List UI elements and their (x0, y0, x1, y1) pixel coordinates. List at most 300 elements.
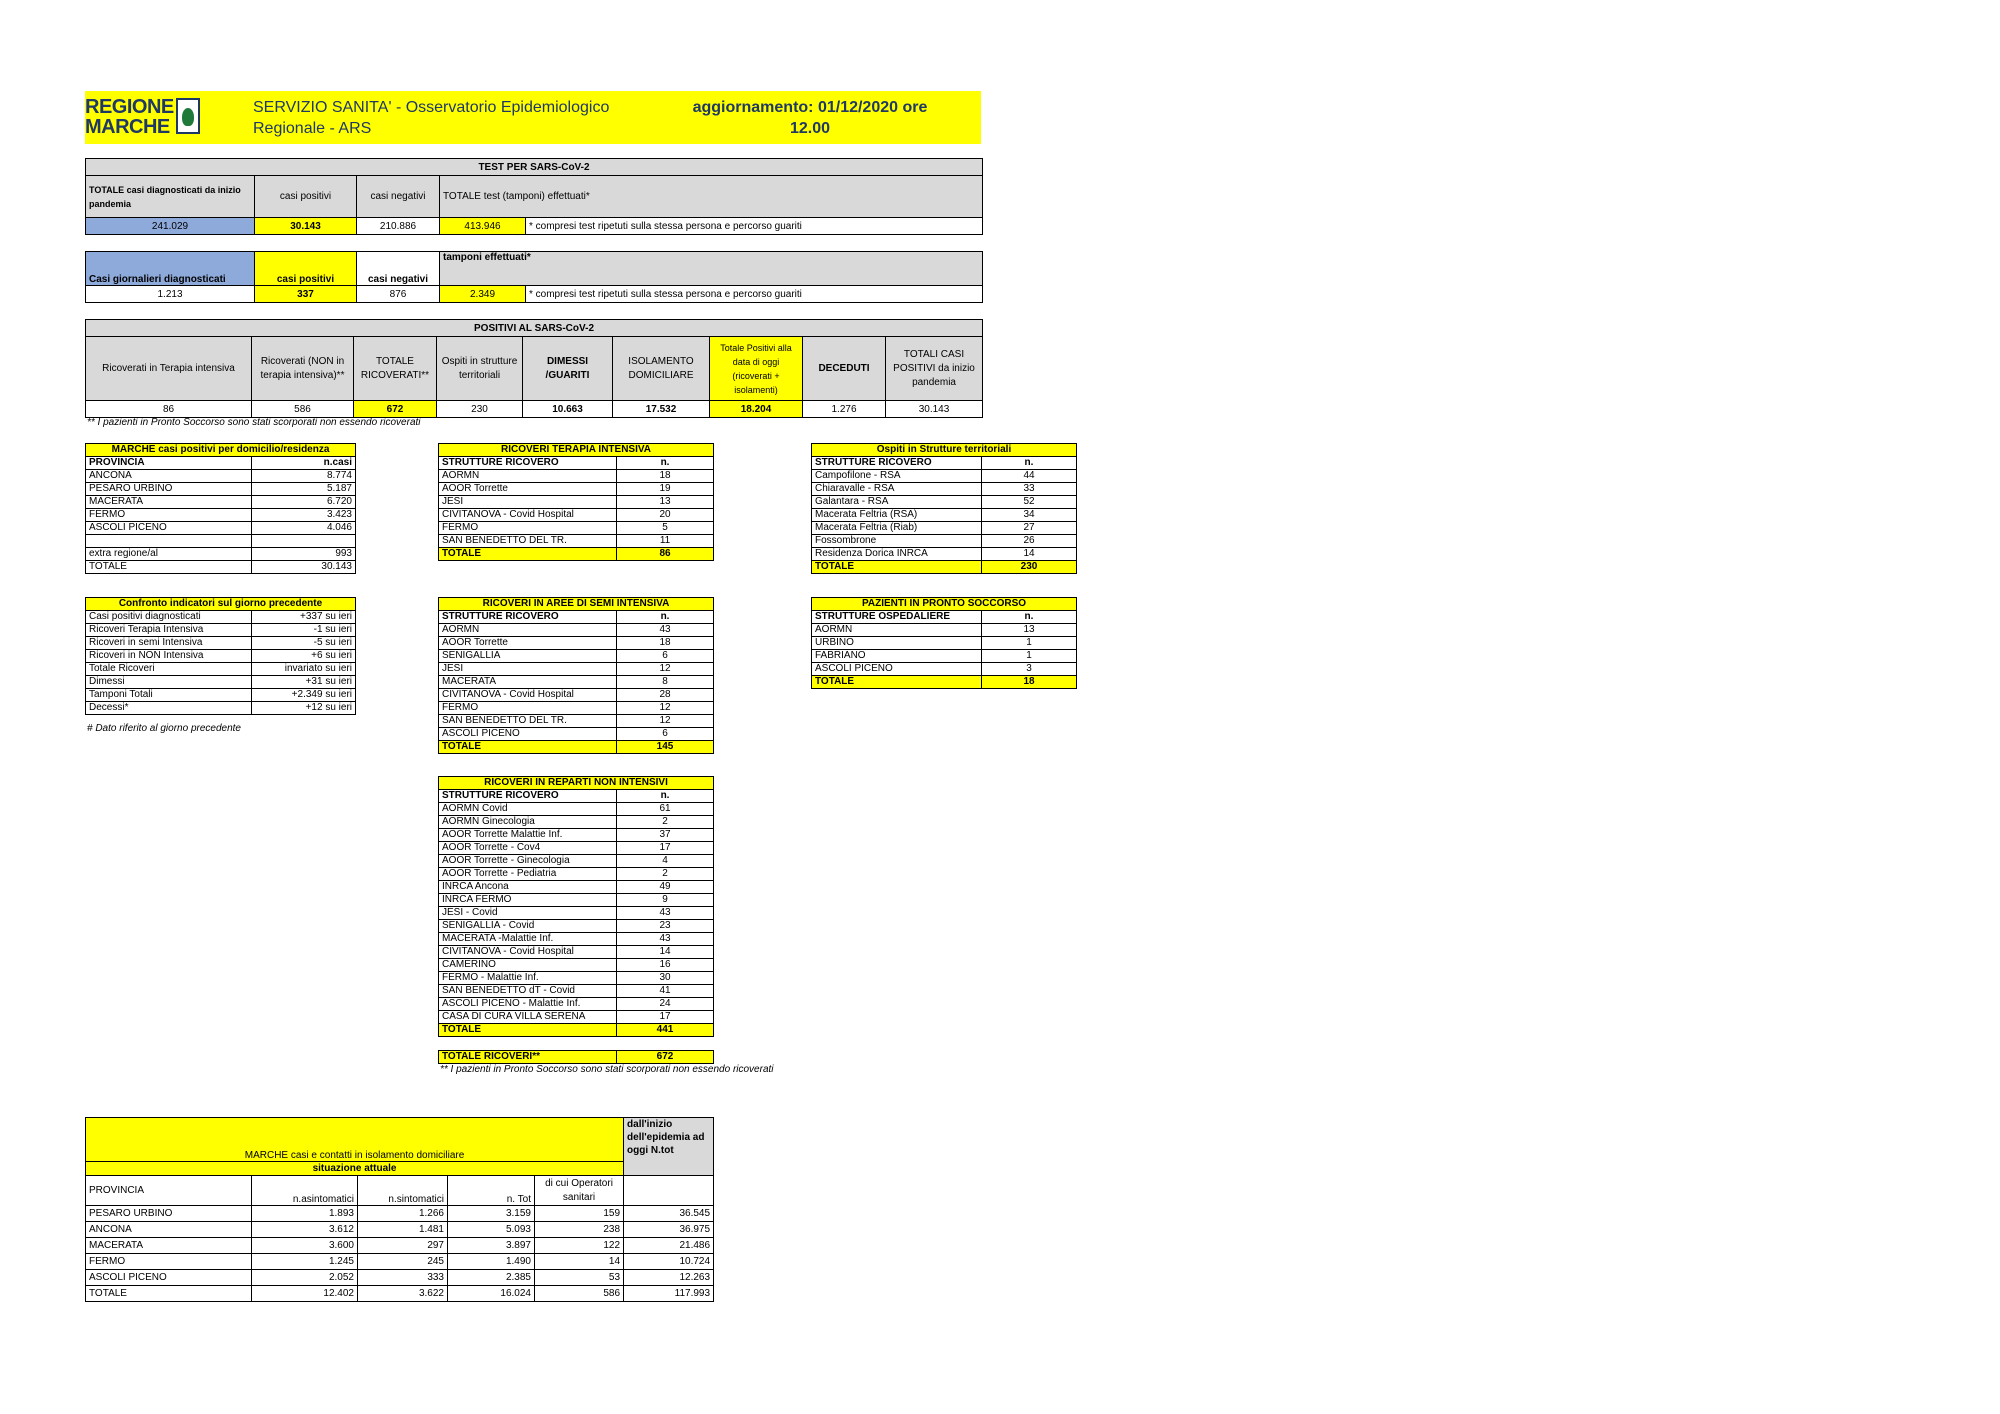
confronto-row-value: +31 su ieri (252, 676, 356, 689)
isolamento-cell: 297 (358, 1238, 448, 1254)
isolamento-cell: 3.600 (252, 1238, 358, 1254)
nonint-row (439, 907, 714, 920)
semi-row-label: AOOR Torrette (439, 637, 617, 650)
h-casi-giornalieri: Casi giornalieri diagnosticati (86, 252, 255, 286)
isolamento-subtitle: situazione attuale (86, 1162, 624, 1176)
strutture-territoriali-table (811, 443, 1077, 574)
semi-row (439, 689, 714, 702)
terr-row (812, 548, 1077, 561)
isolamento-domiciliare-table (85, 1117, 714, 1302)
isolamento-cell: 117.993 (624, 1286, 714, 1302)
confronto-row-label: Ricoveri in NON Intensiva (86, 650, 252, 663)
nonint-row (439, 985, 714, 998)
service-line2: Regionale - ARS (253, 120, 372, 137)
nonint-row-value: 43 (617, 933, 714, 946)
v-daily-positivi: 337 (255, 286, 357, 303)
domicilio-row-label (86, 535, 252, 548)
confronto-row-value: +12 su ieri (252, 702, 356, 715)
v-totale-casi: 241.029 (86, 218, 255, 235)
terr-row-value: 34 (982, 509, 1077, 522)
positivi-header-5: ISOLAMENTO DOMICILIARE (613, 337, 710, 401)
confronto-title: Confronto indicatori sul giorno precedente (86, 598, 356, 611)
semi-row (439, 676, 714, 689)
positivi-value-1: 586 (252, 401, 354, 418)
ps-row-label: URBINO (812, 637, 982, 650)
nonint-row-value: 43 (617, 907, 714, 920)
h-daily-negativi: casi negativi (357, 252, 440, 286)
nonint-row-value: 17 (617, 1011, 714, 1024)
isolamento-row (86, 1206, 714, 1222)
totale-ricoveri-label: TOTALE RICOVERI** (439, 1051, 617, 1064)
confronto-table (85, 597, 356, 715)
confronto-row (86, 663, 356, 676)
domicilio-row-label: ASCOLI PICENO (86, 522, 252, 535)
semi-intensiva-table (438, 597, 714, 754)
confronto-row (86, 637, 356, 650)
domicilio-row (86, 509, 356, 522)
isolamento-cell: 159 (535, 1206, 624, 1222)
h-totale-casi: TOTALE casi diagnosticati da inizio pandemia (86, 176, 255, 218)
confronto-row-label: Tamponi Totali (86, 689, 252, 702)
confronto-row-label: Dimessi (86, 676, 252, 689)
ti-row (439, 522, 714, 535)
isolamento-cell: 238 (535, 1222, 624, 1238)
confronto-row (86, 676, 356, 689)
isolamento-cell: 1.490 (448, 1254, 535, 1270)
isolamento-title: MARCHE casi e contatti in isolamento domiciliare (86, 1118, 624, 1162)
nonint-row-value: 14 (617, 946, 714, 959)
h-casi-negativi: casi negativi (357, 176, 440, 218)
ti-row (439, 483, 714, 496)
nonint-row-value: 2 (617, 868, 714, 881)
semi-row-label: FERMO (439, 702, 617, 715)
isolamento-cell: 3.622 (358, 1286, 448, 1302)
isolamento-row (86, 1286, 714, 1302)
nonint-h-n: n. (617, 790, 714, 803)
ps-title: PAZIENTI IN PRONTO SOCCORSO (812, 598, 1077, 611)
nonint-row-label: AOOR Torrette - Ginecologia (439, 855, 617, 868)
semi-h-str: STRUTTURE RICOVERO (439, 611, 617, 624)
domicilio-row-value: 4.046 (252, 522, 356, 535)
semi-row-label: ASCOLI PICENO (439, 728, 617, 741)
confronto-row-label: Decessi* (86, 702, 252, 715)
domicilio-row-value: 3.423 (252, 509, 356, 522)
nonint-row-label: SAN BENEDETTO dT - Covid (439, 985, 617, 998)
ti-row-label: AORMN (439, 470, 617, 483)
nonint-total-label: TOTALE (439, 1024, 617, 1037)
iso-h-prov: PROVINCIA (86, 1176, 252, 1206)
isolamento-cell: 245 (358, 1254, 448, 1270)
isolamento-cell: 53 (535, 1270, 624, 1286)
isolamento-cell: 36.545 (624, 1206, 714, 1222)
confronto-row-value: invariato su ieri (252, 663, 356, 676)
terr-title: Ospiti in Strutture territoriali (812, 444, 1077, 457)
semi-row-label: SAN BENEDETTO DEL TR. (439, 715, 617, 728)
isolamento-cell: 21.486 (624, 1238, 714, 1254)
domicilio-total-value: 30.143 (252, 561, 356, 574)
ti-row-value: 13 (617, 496, 714, 509)
isolamento-cell: TOTALE (86, 1286, 252, 1302)
domicilio-row-label: FERMO (86, 509, 252, 522)
nonint-row-value: 23 (617, 920, 714, 933)
domicilio-row-value (252, 535, 356, 548)
terr-row-value: 44 (982, 470, 1077, 483)
semi-row (439, 702, 714, 715)
confronto-row-value: +337 su ieri (252, 611, 356, 624)
isolamento-cell: 3.612 (252, 1222, 358, 1238)
logo-line2: MARCHE (85, 116, 170, 138)
nonint-row (439, 894, 714, 907)
ti-row-label: FERMO (439, 522, 617, 535)
confronto-row-value: +6 su ieri (252, 650, 356, 663)
nonint-row-label: ASCOLI PICENO - Malattie Inf. (439, 998, 617, 1011)
nonint-row (439, 933, 714, 946)
isolamento-cell: 36.975 (624, 1222, 714, 1238)
domicilio-h-prov: PROVINCIA (86, 457, 252, 470)
ti-row (439, 535, 714, 548)
nonint-row (439, 868, 714, 881)
domicilio-row (86, 522, 356, 535)
isolamento-cell: ASCOLI PICENO (86, 1270, 252, 1286)
domicilio-row-label: PESARO URBINO (86, 483, 252, 496)
semi-row-label: MACERATA (439, 676, 617, 689)
confronto-row (86, 650, 356, 663)
positivi-header-2: TOTALE RICOVERATI** (354, 337, 437, 401)
semi-row-label: CIVITANOVA - Covid Hospital (439, 689, 617, 702)
service-line1: SERVIZIO SANITA' - Osservatorio Epidemiologico (253, 99, 610, 116)
service-title (253, 97, 609, 139)
isolamento-cell: 3.159 (448, 1206, 535, 1222)
daily-table-note: * compresi test ripetuti sulla stessa persona e percorso guariti (526, 286, 983, 303)
terr-row-label: Galantara - RSA (812, 496, 982, 509)
terapia-intensiva-table (438, 443, 714, 561)
h-daily-tamponi: tamponi effettuati* (440, 252, 983, 286)
ps-h-n: n. (982, 611, 1077, 624)
nonint-row-label: AORMN Ginecologia (439, 816, 617, 829)
semi-row-value: 6 (617, 728, 714, 741)
terr-row-label: Campofilone - RSA (812, 470, 982, 483)
terr-row-label: Macerata Feltria (Riab) (812, 522, 982, 535)
confronto-note: # Dato riferito al giorno precedente (87, 723, 241, 734)
update-line2: 12.00 (789, 120, 831, 137)
positivi-header-4: DIMESSI /GUARITI (523, 337, 613, 401)
regione-marche-logo (85, 94, 203, 140)
positivi-header-6: Totale Positivi alla data di oggi (ricoverati + isolamenti) (710, 337, 803, 401)
positivi-value-5: 17.532 (613, 401, 710, 418)
confronto-row (86, 689, 356, 702)
confronto-row-value: +2.349 su ieri (252, 689, 356, 702)
isolamento-row (86, 1238, 714, 1254)
confronto-row-label: Ricoveri Terapia Intensiva (86, 624, 252, 637)
ps-row-value: 1 (982, 637, 1077, 650)
domicilio-row (86, 496, 356, 509)
ps-row-value: 3 (982, 663, 1077, 676)
nonint-row-value: 4 (617, 855, 714, 868)
terr-row-value: 27 (982, 522, 1077, 535)
nonint-h-str: STRUTTURE RICOVERO (439, 790, 617, 803)
confronto-row (86, 702, 356, 715)
isolamento-cell: 1.481 (358, 1222, 448, 1238)
ti-row-value: 18 (617, 470, 714, 483)
ps-total-label: TOTALE (812, 676, 982, 689)
nonint-row (439, 959, 714, 972)
isolamento-row (86, 1254, 714, 1270)
nonint-row-value: 24 (617, 998, 714, 1011)
domicilio-row (86, 483, 356, 496)
isolamento-cell: ANCONA (86, 1222, 252, 1238)
test-sars-cov2-table (85, 158, 983, 235)
non-intensivi-table (438, 776, 714, 1037)
confronto-row-label: Totale Ricoveri (86, 663, 252, 676)
isolamento-cell: 5.093 (448, 1222, 535, 1238)
nonint-row (439, 998, 714, 1011)
ps-row (812, 650, 1077, 663)
terr-h-n: n. (982, 457, 1077, 470)
ti-row-label: JESI (439, 496, 617, 509)
semi-row-value: 28 (617, 689, 714, 702)
domicilio-total-label: TOTALE (86, 561, 252, 574)
domicilio-row-value: 993 (252, 548, 356, 561)
ps-row (812, 624, 1077, 637)
nonint-row (439, 842, 714, 855)
confronto-row-value: -1 su ieri (252, 624, 356, 637)
domicilio-row-value: 6.720 (252, 496, 356, 509)
semi-row (439, 663, 714, 676)
totale-ricoveri-value: 672 (617, 1051, 714, 1064)
domicilio-row-value: 8.774 (252, 470, 356, 483)
semi-row-label: AORMN (439, 624, 617, 637)
ps-h-str: STRUTTURE OSPEDALIERE (812, 611, 982, 624)
iso-h-tot: n. Tot (448, 1176, 535, 1206)
v-daily-tamponi: 2.349 (440, 286, 526, 303)
domicilio-row (86, 548, 356, 561)
terr-row-label: Chiaravalle - RSA (812, 483, 982, 496)
semi-row-label: SENIGALLIA (439, 650, 617, 663)
nonint-row (439, 946, 714, 959)
isolamento-cell: 1.893 (252, 1206, 358, 1222)
isolamento-cell: MACERATA (86, 1238, 252, 1254)
isolamento-cell: 3.897 (448, 1238, 535, 1254)
terr-row (812, 535, 1077, 548)
ps-total-value: 18 (982, 676, 1077, 689)
update-line1: aggiornamento: 01/12/2020 ore (692, 99, 928, 116)
terr-row-value: 26 (982, 535, 1077, 548)
positivi-value-4: 10.663 (523, 401, 613, 418)
terr-row (812, 509, 1077, 522)
positivi-value-7: 1.276 (803, 401, 886, 418)
domicilio-row-value: 5.187 (252, 483, 356, 496)
ti-row-label: SAN BENEDETTO DEL TR. (439, 535, 617, 548)
v-daily-negativi: 876 (357, 286, 440, 303)
ti-row-value: 20 (617, 509, 714, 522)
v-casi-negativi: 210.886 (357, 218, 440, 235)
confronto-row-value: -5 su ieri (252, 637, 356, 650)
v-casi-positivi: 30.143 (255, 218, 357, 235)
ps-row-value: 13 (982, 624, 1077, 637)
nonint-row-value: 37 (617, 829, 714, 842)
nonint-row-value: 49 (617, 881, 714, 894)
ti-total-label: TOTALE (439, 548, 617, 561)
positivi-header-1: Ricoverati (NON in terapia intensiva)** (252, 337, 354, 401)
nonint-row-value: 16 (617, 959, 714, 972)
terr-row-label: Residenza Dorica INRCA (812, 548, 982, 561)
ti-row (439, 470, 714, 483)
nonint-total-value: 441 (617, 1024, 714, 1037)
ti-row (439, 496, 714, 509)
nonint-row-label: INRCA FERMO (439, 894, 617, 907)
h-totale-tamponi: TOTALE test (tamponi) effettuati* (440, 176, 983, 218)
terr-row (812, 496, 1077, 509)
nonint-row-value: 2 (617, 816, 714, 829)
positivi-value-0: 86 (86, 401, 252, 418)
nonint-row-label: SENIGALLIA - Covid (439, 920, 617, 933)
domicilio-title: MARCHE casi positivi per domicilio/residenza (86, 444, 356, 457)
nonint-row (439, 920, 714, 933)
nonint-title: RICOVERI IN REPARTI NON INTENSIVI (439, 777, 714, 790)
v-totale-tamponi: 413.946 (440, 218, 526, 235)
terr-h-str: STRUTTURE RICOVERO (812, 457, 982, 470)
nonint-row-value: 17 (617, 842, 714, 855)
iso-h-asin: n.asintomatici (252, 1176, 358, 1206)
terr-total-value: 230 (982, 561, 1077, 574)
isolamento-row (86, 1222, 714, 1238)
totale-ricoveri-table (438, 1050, 714, 1064)
isolamento-cell: 16.024 (448, 1286, 535, 1302)
confronto-row-label: Casi positivi diagnosticati (86, 611, 252, 624)
semi-row-value: 6 (617, 650, 714, 663)
positivi-sars-cov2-table (85, 319, 983, 418)
h-casi-positivi: casi positivi (255, 176, 357, 218)
terr-row (812, 470, 1077, 483)
nonint-row-label: MACERATA -Malattie Inf. (439, 933, 617, 946)
ti-row-label: AOOR Torrette (439, 483, 617, 496)
domicilio-row-label: extra regione/al (86, 548, 252, 561)
positivi-value-8: 30.143 (886, 401, 983, 418)
nonint-row-label: CIVITANOVA - Covid Hospital (439, 946, 617, 959)
semi-total-label: TOTALE (439, 741, 617, 754)
nonint-row (439, 829, 714, 842)
isolamento-cell: 2.052 (252, 1270, 358, 1286)
logo-line1: REGIONE (85, 96, 174, 118)
semi-row-value: 12 (617, 663, 714, 676)
nonint-row-label: CASA DI CURA VILLA SERENA (439, 1011, 617, 1024)
v-casi-giornalieri: 1.213 (86, 286, 255, 303)
positivi-table-title: POSITIVI AL SARS-CoV-2 (86, 320, 983, 337)
isolamento-cell: 333 (358, 1270, 448, 1286)
terr-row (812, 522, 1077, 535)
ti-row (439, 509, 714, 522)
isolamento-cell: 1.266 (358, 1206, 448, 1222)
isolamento-cell: 2.385 (448, 1270, 535, 1286)
nonint-row-value: 9 (617, 894, 714, 907)
positivi-note: ** I pazienti in Pronto Soccorso sono stati scorporati non essendo ricoverati (87, 417, 421, 428)
ps-row (812, 663, 1077, 676)
ps-row-label: FABRIANO (812, 650, 982, 663)
test-table-title: TEST PER SARS-CoV-2 (86, 159, 983, 176)
positivi-header-0: Ricoverati in Terapia intensiva (86, 337, 252, 401)
nonint-row (439, 881, 714, 894)
update-date (645, 97, 975, 139)
semi-row (439, 650, 714, 663)
nonint-row-label: JESI - Covid (439, 907, 617, 920)
nonint-row-value: 61 (617, 803, 714, 816)
positivi-value-3: 230 (437, 401, 523, 418)
nonint-row (439, 972, 714, 985)
semi-row-value: 12 (617, 715, 714, 728)
isolamento-row (86, 1270, 714, 1286)
ps-row-value: 1 (982, 650, 1077, 663)
domicilio-row-label: ANCONA (86, 470, 252, 483)
terr-row-label: Fossombrone (812, 535, 982, 548)
ti-total-value: 86 (617, 548, 714, 561)
isolamento-cell: PESARO URBINO (86, 1206, 252, 1222)
totale-ricoveri-note: ** I pazienti in Pronto Soccorso sono stati scorporati non essendo ricoverati (440, 1064, 774, 1075)
terr-total-label: TOTALE (812, 561, 982, 574)
nonint-row-label: AOOR Torrette - Pediatria (439, 868, 617, 881)
ti-h-str: STRUTTURE RICOVERO (439, 457, 617, 470)
terr-row-value: 14 (982, 548, 1077, 561)
iso-h-sin: n.sintomatici (358, 1176, 448, 1206)
nonint-row (439, 803, 714, 816)
nonint-row (439, 1011, 714, 1024)
semi-row (439, 715, 714, 728)
h-daily-positivi: casi positivi (255, 252, 357, 286)
ti-row-value: 5 (617, 522, 714, 535)
nonint-row-label: FERMO - Malattie Inf. (439, 972, 617, 985)
ps-row (812, 637, 1077, 650)
semi-row (439, 728, 714, 741)
test-table-note: * compresi test ripetuti sulla stessa persona e percorso guariti (526, 218, 983, 235)
terr-row-label: Macerata Feltria (RSA) (812, 509, 982, 522)
isolamento-cell: 122 (535, 1238, 624, 1254)
ps-row-label: ASCOLI PICENO (812, 663, 982, 676)
semi-total-value: 145 (617, 741, 714, 754)
ti-row-value: 19 (617, 483, 714, 496)
semi-row-value: 12 (617, 702, 714, 715)
domicilio-table (85, 443, 356, 574)
terr-row-value: 33 (982, 483, 1077, 496)
semi-row-value: 43 (617, 624, 714, 637)
semi-row-value: 8 (617, 676, 714, 689)
domicilio-row-label: MACERATA (86, 496, 252, 509)
pronto-soccorso-table (811, 597, 1077, 689)
confronto-row-label: Ricoveri in semi Intensiva (86, 637, 252, 650)
positivi-value-2: 672 (354, 401, 437, 418)
nonint-row-label: INRCA Ancona (439, 881, 617, 894)
nonint-row-value: 41 (617, 985, 714, 998)
confronto-row (86, 611, 356, 624)
positivi-header-3: Ospiti in strutture territoriali (437, 337, 523, 401)
nonint-row-label: AOOR Torrette Malattie Inf. (439, 829, 617, 842)
nonint-row-label: AOOR Torrette - Cov4 (439, 842, 617, 855)
ps-row-label: AORMN (812, 624, 982, 637)
isolamento-cell: 1.245 (252, 1254, 358, 1270)
isolamento-cell: 12.402 (252, 1286, 358, 1302)
domicilio-h-n: n.casi (252, 457, 356, 470)
iso-h-oper: di cui Operatori sanitari (535, 1176, 624, 1206)
iso-h-empty (624, 1176, 714, 1206)
report-header (85, 91, 981, 144)
positivi-value-6: 18.204 (710, 401, 803, 418)
isolamento-cell: 14 (535, 1254, 624, 1270)
domicilio-row (86, 470, 356, 483)
terr-row-value: 52 (982, 496, 1077, 509)
nonint-row-label: CAMERINO (439, 959, 617, 972)
isolamento-cell: 10.724 (624, 1254, 714, 1270)
isolamento-cell: 586 (535, 1286, 624, 1302)
confronto-row (86, 624, 356, 637)
semi-row (439, 624, 714, 637)
